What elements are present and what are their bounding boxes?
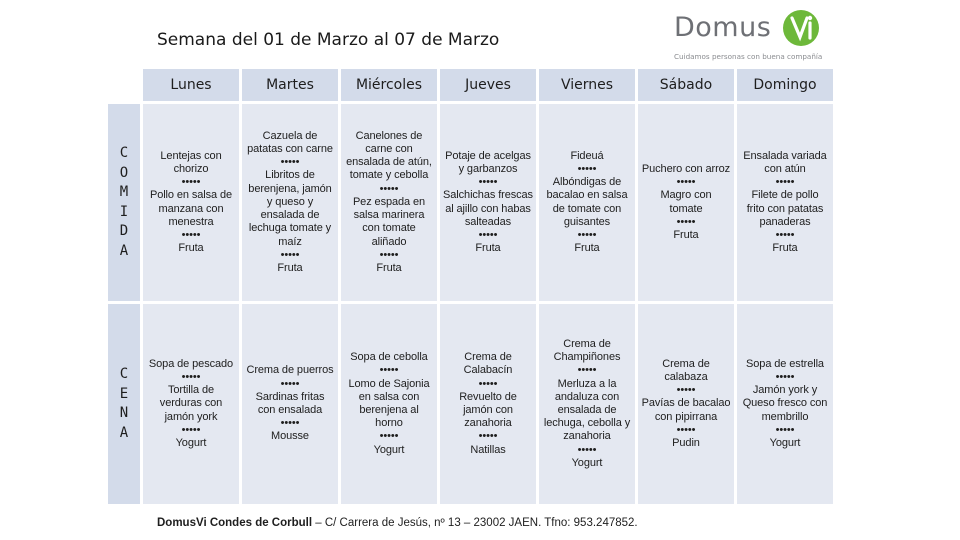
domusvi-logo bbox=[670, 6, 830, 62]
menu-cell bbox=[242, 104, 338, 301]
menu-cell bbox=[440, 104, 536, 301]
footer-center-name: DomusVi Condes de Corbull bbox=[157, 517, 313, 529]
menu-cell-text: Sopa de cebolla ••••• Lomo de Sajonia en salsa con berenjena al horno ••••• Yogurt bbox=[348, 351, 430, 456]
meal-label-letter: A bbox=[119, 424, 129, 441]
day-header-2: Miércoles bbox=[341, 69, 437, 101]
meal-label-letter: O bbox=[119, 164, 129, 181]
page-title: Semana del 01 de Marzo al 07 de Marzo bbox=[157, 30, 500, 50]
menu-cell bbox=[143, 104, 239, 301]
meal-label-letter: A bbox=[119, 242, 129, 259]
menu-cell bbox=[638, 304, 734, 504]
menu-cell bbox=[242, 304, 338, 504]
menu-cell-text: Sopa de estrella ••••• Jamón york y Queso fresco con membrillo ••••• Yogurt bbox=[742, 357, 828, 449]
menu-cell-text: Cazuela de patatas con carne ••••• Libritos de berenjena, jamón y queso y ensalada de lechuga tomate y maíz ••••• Fruta bbox=[247, 129, 333, 274]
menu-cell-text: Ensalada variada con atún ••••• Filete de pollo frito con patatas panaderas ••••• Fruta bbox=[743, 149, 827, 255]
day-header-3: Jueves bbox=[440, 69, 536, 101]
menu-cell-text: Crema de calabaza ••••• Pavías de bacalao con pipirrana ••••• Pudin bbox=[641, 357, 731, 449]
meal-label-comida bbox=[108, 104, 140, 301]
menu-cell bbox=[638, 104, 734, 301]
meal-label-letter: C bbox=[119, 145, 129, 161]
footer-address-text: – C/ Carrera de Jesús, nº 13 – 23002 JAEN. Tfno: 953.247852. bbox=[312, 517, 638, 529]
menu-cell-text: Potaje de acelgas y garbanzos ••••• Salchichas frescas al ajillo con habas salteadas ••••• Fruta bbox=[443, 149, 533, 255]
menu-cell-text: Crema de Calabacín ••••• Revuelto de jamón con zanahoria ••••• Natillas bbox=[459, 351, 517, 456]
day-header-5: Sábado bbox=[638, 69, 734, 101]
meal-label-letter: I bbox=[119, 203, 129, 220]
menu-cell-text: Crema de puerros ••••• Sardinas fritas con ensalada ••••• Mousse bbox=[246, 364, 334, 443]
logo-vi-icon bbox=[783, 10, 819, 46]
menu-cell bbox=[539, 304, 635, 504]
meal-label-letter: D bbox=[119, 223, 129, 239]
day-header-4: Viernes bbox=[539, 69, 635, 101]
menu-cell bbox=[341, 304, 437, 504]
logo-wordmark: Domus bbox=[674, 12, 772, 43]
menu-cell bbox=[440, 304, 536, 504]
menu-cell-text: Crema de Champiñones ••••• Merluza a la andaluza con ensalada de lechuga, cebolla y zanahoria ••••• Yogurt bbox=[543, 337, 631, 469]
day-header-1: Martes bbox=[242, 69, 338, 101]
day-header-6: Domingo bbox=[737, 69, 833, 101]
menu-cell bbox=[143, 304, 239, 504]
logo-tagline: Cuidamos personas con buena compañía bbox=[674, 52, 823, 61]
menu-cell-text: Fideuá ••••• Albóndigas de bacalao en salsa de tomate con guisantes ••••• Fruta bbox=[546, 149, 628, 255]
leaf-icon bbox=[783, 10, 819, 46]
meal-label-letter: C bbox=[119, 366, 129, 382]
day-header-0: Lunes bbox=[143, 69, 239, 101]
meal-label-cena bbox=[108, 304, 140, 504]
meal-label-letter: N bbox=[119, 405, 129, 421]
meal-label-letter: M bbox=[119, 184, 129, 200]
menu-cell bbox=[341, 104, 437, 301]
menu-cell-text: Sopa de pescado ••••• Tortilla de verduras con jamón york ••••• Yogurt bbox=[148, 357, 234, 449]
menu-cell-text: Puchero con arroz ••••• Magro con tomate ••••• Fruta bbox=[641, 162, 731, 241]
menu-cell bbox=[737, 304, 833, 504]
footer-address bbox=[157, 517, 638, 529]
menu-cell bbox=[737, 104, 833, 301]
meal-label-letter: E bbox=[119, 385, 129, 402]
menu-cell-text: Canelones de carne con ensalada de atún, tomate y cebolla ••••• Pez espada en salsa marinera con tomate aliñado ••••• Fruta bbox=[346, 129, 432, 274]
menu-cell bbox=[539, 104, 635, 301]
meal-label-letters bbox=[120, 365, 128, 443]
menu-cell-text: Lentejas con chorizo ••••• Pollo en salsa de manzana con menestra ••••• Fruta bbox=[149, 149, 233, 255]
meal-label-letters bbox=[120, 144, 128, 261]
